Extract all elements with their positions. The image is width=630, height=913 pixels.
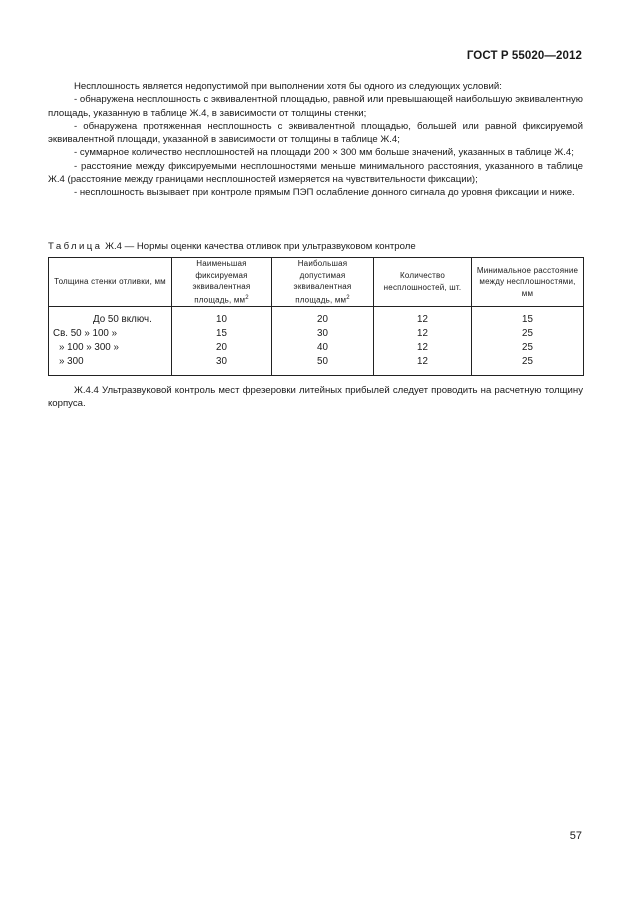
paragraph: - расстояние между фиксируемыми несплошностями меньше минимального расстояния, указанного в таблице Ж.4 (расстояние между границами несплошностей измеряется на чувствительности фиксации); — [48, 160, 583, 186]
min-area-value: 15 — [216, 327, 227, 339]
conditions-text — [48, 80, 583, 200]
ultrasonic-note: Ж.4.4 Ультразвуковой контроль мест фрезеровки литейных прибылей следует проводить на расчетную толщину корпуса. — [48, 385, 583, 410]
paragraph: - суммарное количество несплошностей на площади 200 × 300 мм больше значений, указанных в таблице Ж.4; — [74, 147, 574, 159]
thickness-value: » 100 » 300 » — [59, 341, 119, 353]
count-value: 12 — [417, 341, 428, 353]
distance-value: 25 — [522, 355, 533, 367]
min-area-value: 20 — [216, 341, 227, 353]
table-header-row — [49, 258, 584, 307]
max-area-value: 30 — [317, 327, 328, 339]
header-cell: Количество несплошностей, шт. — [374, 258, 472, 307]
max-area-value: 50 — [317, 355, 328, 367]
paragraph: - обнаружена протяженная несплошность с эквивалентной площадью, большей или равной фиксируемой эквивалентной площади, указанной в зависимости от толщины в таблице Ж.4; — [48, 120, 583, 146]
page-number: 57 — [569, 830, 582, 842]
count-value: 12 — [417, 313, 428, 325]
min-area-value: 30 — [216, 355, 227, 367]
header-cell: Наибольшая допустимая эквивалентная площадь, $мм^2$ — [272, 258, 374, 307]
thickness-value: Св. 50 » 100 » — [53, 327, 118, 339]
table-label: Таблица — [48, 241, 103, 252]
count-value: 12 — [417, 355, 428, 367]
header-cell: Наименьшая фиксируемая эквивалентная площадь, $мм^2$ — [172, 258, 272, 307]
paragraph: Несплошность является недопустимой при выполнении хотя бы одного из следующих условий: — [74, 81, 502, 92]
standard-header: ГОСТ Р 55020—2012 — [466, 50, 582, 62]
max-area-cell — [272, 306, 374, 375]
table-row — [49, 306, 584, 375]
count-cell — [374, 306, 472, 375]
min-area-value: 10 — [216, 313, 227, 325]
max-area-value: 40 — [317, 341, 328, 353]
header-cell: Минимальное расстояние между несплошностями, мм — [472, 258, 584, 307]
thickness-value: До 50 включ. — [93, 313, 152, 325]
thickness-cell — [49, 306, 172, 375]
thickness-value: » 300 — [59, 355, 84, 367]
table-title: Ж.4 — Нормы оценки качества отливок при ультразвуковом контроле — [105, 241, 416, 252]
count-value: 12 — [417, 327, 428, 339]
distance-value: 15 — [522, 313, 533, 325]
distance-value: 25 — [522, 341, 533, 353]
table-caption — [48, 241, 416, 252]
distance-cell — [472, 306, 584, 375]
min-area-cell — [172, 306, 272, 375]
norms-table — [48, 257, 584, 376]
distance-value: 25 — [522, 327, 533, 339]
paragraph: - несплошность вызывает при контроле прямым ПЭП ослабление донного сигнала до уровня фиксации и ниже. — [74, 187, 575, 199]
max-area-value: 20 — [317, 313, 328, 325]
header-cell: Толщина стенки отливки, мм — [49, 258, 172, 307]
paragraph: - обнаружена несплошность с эквивалентной площадью, равной или превышающей наибольшую эквивалентную площадь, указанную в таблице Ж.4, в зависимости от толщины стенки; — [48, 94, 583, 119]
